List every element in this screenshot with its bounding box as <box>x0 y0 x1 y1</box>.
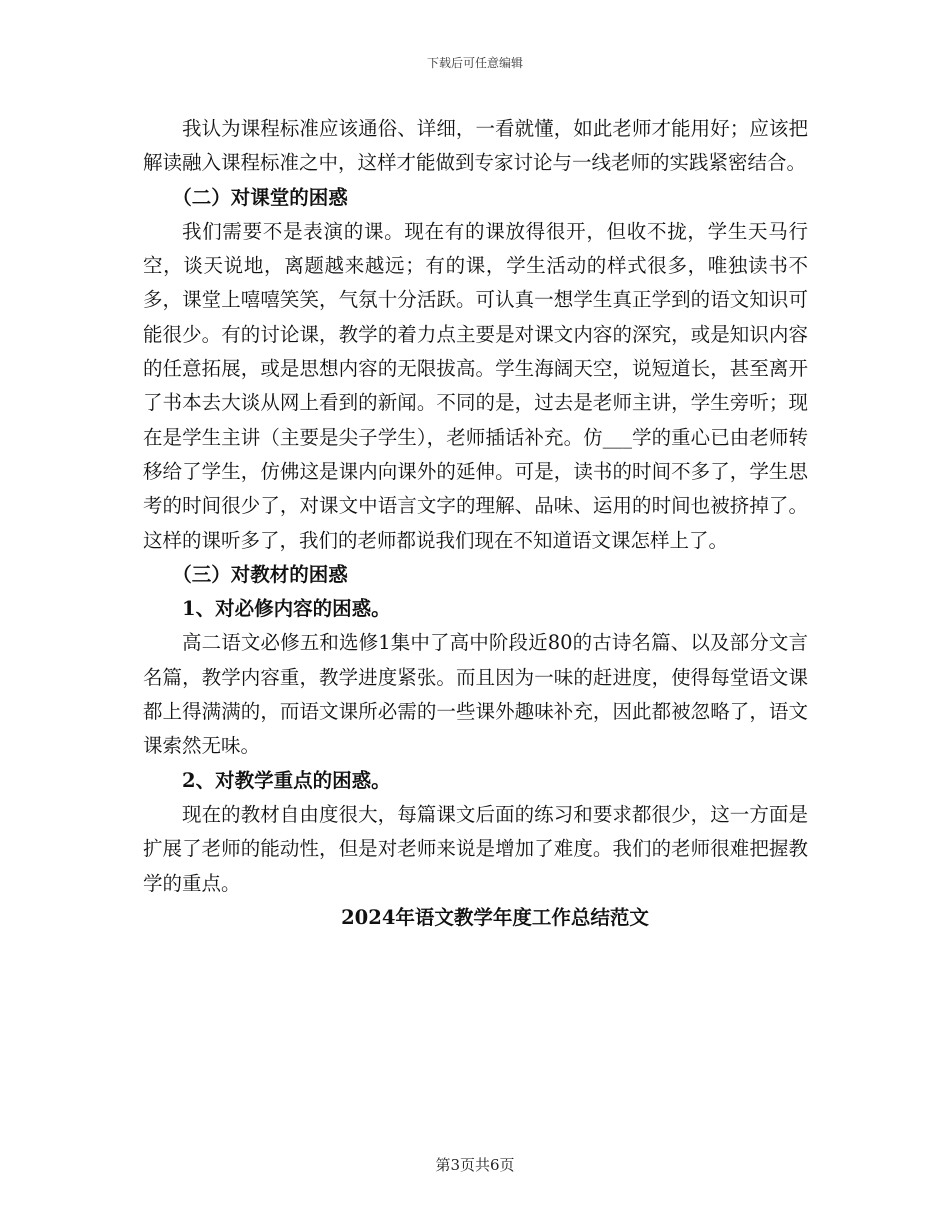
paragraph-required-content: 高二语文必修五和选修1集中了高中阶段近80的古诗名篇、以及部分文言名篇，教学内容重，教学进度紧张。而且因为一味的赶进度，使得每堂语文课都上得满满的，而语文课所必需的一些课外趣味补充，因此都被忽略了，语文课索然无味。 <box>143 631 808 758</box>
page-header: 下载后可任意编辑 <box>426 56 523 70</box>
page-number: 第3页共6页 <box>435 1156 515 1174</box>
subheading-required-content: 1、对必修内容的困惑。 <box>182 597 391 621</box>
section-heading-textbook: （三）对教材的困惑 <box>172 562 348 586</box>
section-heading-classroom: （二）对课堂的困惑 <box>172 185 348 209</box>
paragraph-teaching-focus: 现在的教材自由度很大，每篇课文后面的练习和要求都很少，这一方面是扩展了老师的能动性，但是对老师来说是增加了难度。我们的老师很难把握教学的重点。 <box>143 802 808 895</box>
paragraph-curriculum-standard: 我认为课程标准应该通俗、详细，一看就懂，如此老师才能用好；应该把解读融入课程标准之中，这样才能做到专家讨论与一线老师的实践紧密结合。 <box>143 117 808 175</box>
paragraph-classroom: 我们需要不是表演的课。现在有的课放得很开，但收不拢，学生天马行空，谈天说地，离题越来越远；有的课，学生活动的样式很多，唯独读书不多，课堂上嘻嘻笑笑，气氛十分活跃。可认真一想学生真正学到的语文知识可能很少。有的讨论课，教学的着力点主要是对课文内容的深究，或是知识内容的任意拓展，或是思想内容的无限拔高。学生海阔天空，说短道长，甚至离开了书本去大谈从网上看到的新闻。不同的是，过去是老师主讲，学生旁听；现在是学生主讲（主要是尖子学生），老师插话补充。仿___学的重心已由老师转移给了学生，仿佛这是课内向课外的延伸。可是，读书的时间不多了，学生思考的时间很少了，对课文中语言文字的理解、品味、运用的时间也被挤掉了。这样的课听多了，我们的老师都说我们现在不知道语文课怎样上了。 <box>143 219 808 552</box>
document-title: 2024年语文教学年度工作总结范文 <box>341 905 649 929</box>
subheading-teaching-focus: 2、对教学重点的困惑。 <box>182 768 391 792</box>
document-body <box>143 112 808 935</box>
